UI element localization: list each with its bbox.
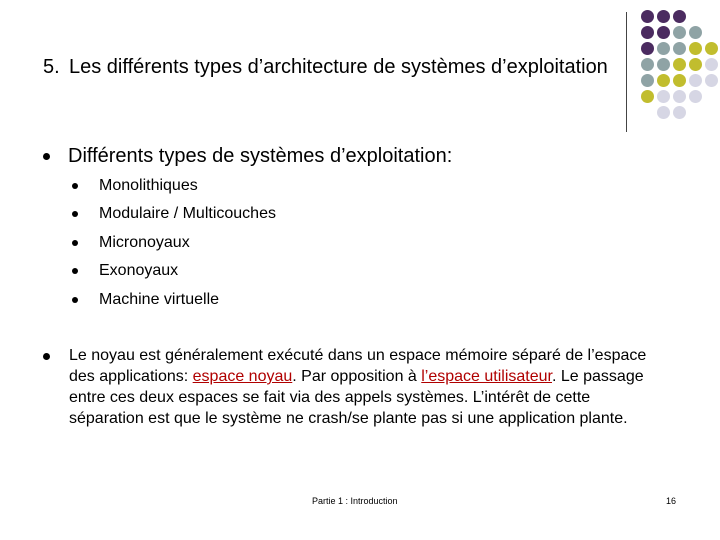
bullet-os-types: Différents types de systèmes d’exploitation:	[68, 145, 453, 167]
kernel-paragraph	[69, 345, 669, 429]
bullet-dot	[43, 153, 50, 160]
dot-olive	[673, 74, 686, 87]
dot-lavender	[673, 106, 686, 119]
dot-purple	[657, 10, 670, 23]
slide-title	[43, 53, 623, 81]
dot-olive	[657, 74, 670, 87]
dot-teal	[657, 42, 670, 55]
sub-bullet-item: Machine virtuelle	[99, 291, 220, 308]
title-text: Les différents types d’architecture de systèmes d’exploitation	[69, 56, 608, 78]
dot-purple	[641, 42, 654, 55]
para-text: Le noyau est généralement exécuté dans un espace mémoire séparé de l’espace des applications:	[69, 347, 647, 385]
sub-bullet-dot	[72, 240, 78, 246]
dot-lavender	[705, 58, 718, 71]
para-highlight-user-space: l’espace utilisateur	[421, 368, 552, 385]
dot-olive	[705, 42, 718, 55]
sub-bullet-dot	[72, 211, 78, 217]
dot-teal	[689, 26, 702, 39]
dot-olive	[689, 58, 702, 71]
dot-lavender	[689, 74, 702, 87]
dot-lavender	[657, 90, 670, 103]
dot-lavender	[689, 90, 702, 103]
dot-olive	[641, 90, 654, 103]
dot-teal	[673, 26, 686, 39]
dot-teal	[673, 42, 686, 55]
dot-purple	[641, 10, 654, 23]
sub-bullet-dot	[72, 268, 78, 274]
dot-teal	[641, 74, 654, 87]
para-text: . Par opposition à	[292, 368, 422, 385]
footer-section-label: Partie 1 : Introduction	[312, 496, 398, 506]
sub-bullet-dot	[72, 297, 78, 303]
dot-purple	[641, 26, 654, 39]
page-number: 16	[666, 496, 677, 506]
sub-bullet-item: Monolithiques	[99, 177, 198, 194]
dot-lavender	[673, 90, 686, 103]
dot-olive	[673, 58, 686, 71]
dot-lavender	[657, 106, 670, 119]
sub-bullet-item: Modulaire / Multicouches	[99, 205, 276, 222]
sub-bullet-item: Micronoyaux	[99, 234, 190, 251]
sub-bullet-dot	[72, 183, 78, 189]
title-number: 5.	[43, 56, 60, 78]
dot-olive	[689, 42, 702, 55]
dot-purple	[657, 26, 670, 39]
sub-bullet-item: Exonoyaux	[99, 262, 179, 279]
dot-teal	[641, 58, 654, 71]
para-text: . Le passage entre ces deux espaces se fait via des appels systèmes. L’intérêt de cette séparation est que le système ne crash/se plante pas si une application plante.	[69, 368, 644, 427]
para-highlight-kernel-space: espace noyau	[192, 368, 293, 385]
dot-teal	[657, 58, 670, 71]
dot-lavender	[705, 74, 718, 87]
dot-purple	[673, 10, 686, 23]
title-divider-line	[626, 12, 627, 132]
bullet-dot	[43, 353, 50, 360]
